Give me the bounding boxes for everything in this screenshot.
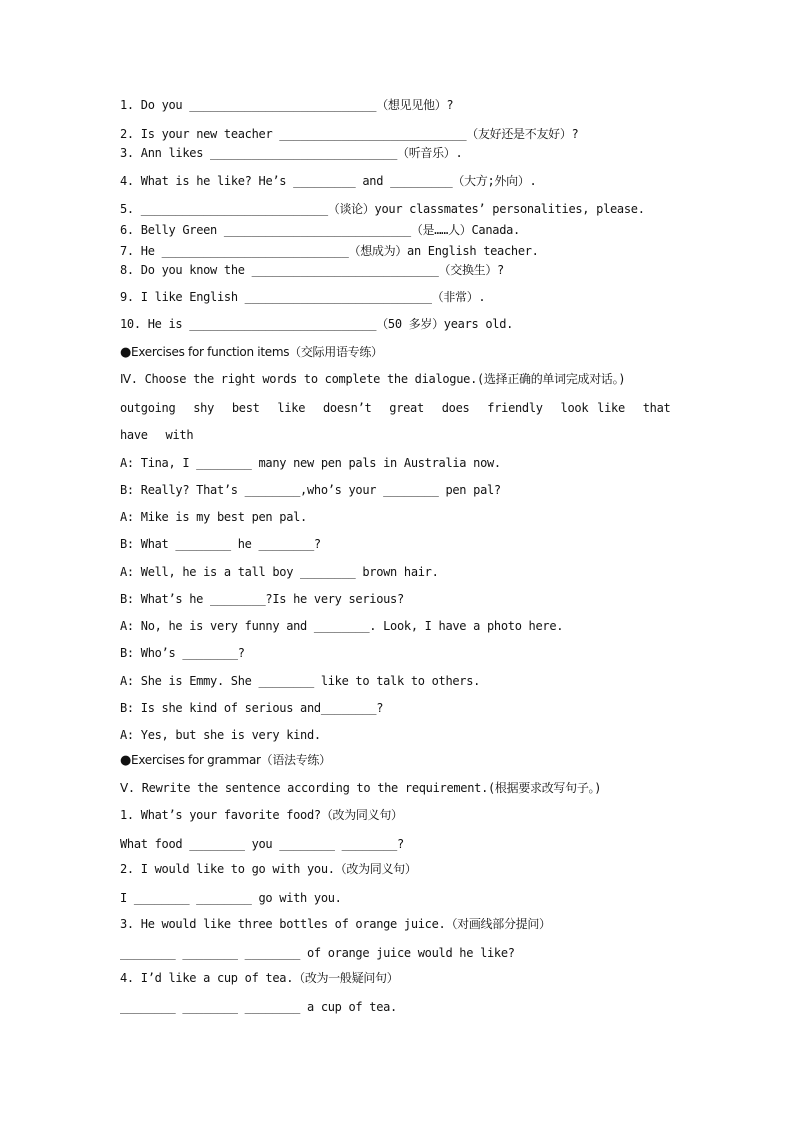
sentence-number: 5. [120,202,134,216]
sentence-text: Do you know the ___________________________（交换生）? [140,263,504,277]
dialogue-line-4: B: What ________ he ________? [120,537,321,551]
section-title: Exercises for function items（交际用语专练） [131,345,383,359]
sentence-number: 7. [120,244,134,258]
sentence-5 [120,201,645,217]
dialogue-line-5: A: Well, he is a tall boy ________ brown hair. [120,565,439,579]
grammar-question-1: 1. What’s your favorite food?（改为同义句） [120,808,403,822]
dialogue-line-11: A: Yes, but she is very kind. [120,728,321,742]
sentence-9 [120,289,485,305]
sentence-text: Do you ___________________________（想见见他）? [140,98,454,112]
sentence-number: 8. [120,263,134,277]
dialogue-line-2: B: Really? That’s ________,who’s your ________ pen pal? [120,483,501,497]
sentence-text: Belly Green ___________________________（是……人）Canada. [140,223,520,237]
sentence-3 [120,145,462,161]
grammar-answer-4: ________ ________ ________ a cup of tea. [120,1000,397,1014]
sentence-number: 1. [120,98,134,112]
word-bank-line-1: outgoing shy best like doesn’t great does friendly look like that [120,401,671,415]
sentence-number: 9. [120,290,134,304]
dialogue-line-3: A: Mike is my best pen pal. [120,510,307,524]
dialogue-line-8: B: Who’s ________? [120,646,245,660]
grammar-answer-1: What food ________ you ________ ________? [120,837,404,851]
grammar-question-2: 2. I would like to go with you.（改为同义句） [120,862,417,876]
dialogue-line-6: B: What’s he ________?Is he very serious? [120,592,404,606]
sentence-6 [120,222,520,238]
dialogue-line-9: A: She is Emmy. She ________ like to talk to others. [120,674,481,688]
sentence-number: 10. [120,317,141,331]
function-instruction: Ⅳ. Choose the right words to complete the dialogue.(选择正确的单词完成对话。) [120,372,626,386]
sentence-10 [120,316,513,332]
sentence-1 [120,97,453,113]
section-title: Exercises for grammar（语法专练） [131,753,331,767]
bullet-icon: ● [120,345,132,360]
sentence-2 [120,126,578,142]
function-section-heading [120,344,383,361]
grammar-section-heading [120,752,331,769]
sentence-number: 2. [120,127,134,141]
sentence-7 [120,243,539,259]
sentence-8 [120,262,504,278]
dialogue-line-10: B: Is she kind of serious and________? [120,701,384,715]
sentence-4 [120,173,536,189]
sentence-number: 3. [120,146,134,160]
dialogue-line-7: A: No, he is very funny and ________. Look, I have a photo here. [120,619,564,633]
sentence-text: Is your new teacher ___________________________（友好还是不友好）? [140,127,579,141]
grammar-question-4: 4. I’d like a cup of tea.（改为一般疑问句） [120,971,399,985]
dialogue-line-1: A: Tina, I ________ many new pen pals in Australia now. [120,456,501,470]
sentence-text: I like English ___________________________（非常）. [140,290,486,304]
grammar-question-3: 3. He would like three bottles of orange juice.（对画线部分提问） [120,917,551,931]
sentence-number: 4. [120,174,134,188]
grammar-answer-2: I ________ ________ go with you. [120,891,342,905]
grammar-answer-3: ________ ________ ________ of orange juice would he like? [120,946,515,960]
sentence-text: He ___________________________（想成为）an English teacher. [140,244,539,258]
grammar-instruction: Ⅴ. Rewrite the sentence according to the requirement.(根据要求改写句子。) [120,781,602,795]
sentence-text: ___________________________（谈论）your classmates’ personalities, please. [140,202,645,216]
sentence-text: Ann likes ___________________________（听音乐）. [140,146,463,160]
sentence-number: 6. [120,223,134,237]
word-bank-line-2: have with [120,428,194,442]
sentence-text: What is he like? He’s _________ and _________（大方;外向）. [140,174,537,188]
bullet-icon: ● [120,753,132,768]
sentence-text: He is ___________________________（50 多岁）years old. [147,317,514,331]
